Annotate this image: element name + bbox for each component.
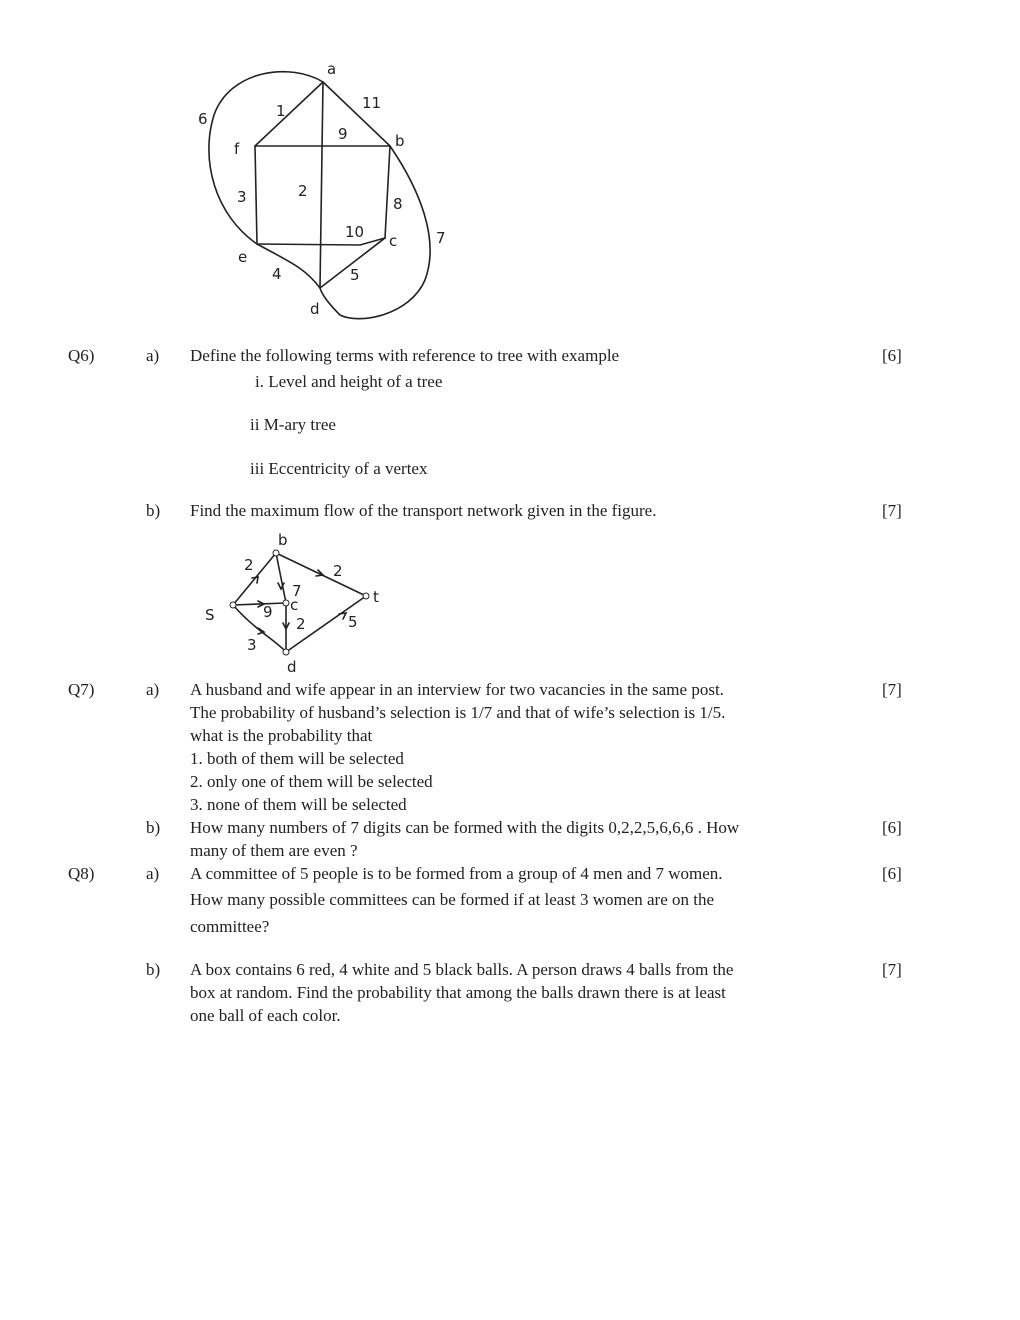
marks: [7] (882, 501, 902, 520)
marks: [6] (882, 818, 902, 837)
capacity-label: 5 (348, 613, 358, 631)
question-line: 1. both of them will be selected (190, 749, 404, 768)
vertex-label: b (278, 531, 288, 549)
vertex-label: c (290, 596, 299, 614)
question-line: A box contains 6 red, 4 white and 5 black balls. A person draws 4 balls from the (190, 960, 734, 979)
vertex-label: e (238, 248, 248, 266)
vertex-label: c (389, 232, 398, 250)
question-number: Q8) (68, 864, 95, 883)
sub-item: i. Level and height of a tree (255, 372, 443, 391)
vertex-label: d (310, 300, 320, 318)
part-label: b) (146, 501, 161, 520)
edge-4 (257, 244, 320, 288)
part-label: a) (146, 680, 160, 699)
question-line: How many numbers of 7 digits can be formed with the digits 0,2,2,5,6,6,6 . How (190, 818, 740, 837)
edge-label: 8 (393, 195, 403, 213)
edge-label: 1 (276, 102, 286, 120)
marks: [7] (882, 680, 902, 699)
edge-11 (323, 82, 390, 146)
capacity-label: 7 (292, 582, 302, 600)
question-line: A husband and wife appear in an interview for two vacancies in the same post. (190, 680, 724, 699)
node-c (283, 600, 289, 606)
edge-7 (320, 146, 430, 319)
edge-8 (385, 146, 390, 238)
question-line: committee? (190, 917, 270, 936)
question-number: Q7) (68, 680, 95, 699)
capacity-label: 2 (244, 556, 254, 574)
part-label: b) (146, 818, 161, 837)
question-line: box at random. Find the probability that among the balls drawn there is at least (190, 983, 726, 1002)
edge-label: 10 (345, 223, 365, 241)
question-line: The probability of husband’s selection is 1/7 and that of wife’s selection is 1/5. (190, 703, 726, 722)
question-text: Define the following terms with reference to tree with example (190, 346, 620, 365)
marks: [6] (882, 346, 902, 365)
edge-sb (233, 553, 276, 605)
edge-label: 2 (298, 182, 308, 200)
part-label: a) (146, 346, 160, 365)
capacity-label: 2 (333, 562, 343, 580)
edge-1 (255, 82, 323, 146)
question-line: what is the probability that (190, 726, 373, 745)
vertex-label: b (395, 132, 405, 150)
capacity-label: 2 (296, 615, 306, 633)
edge-label: 3 (237, 188, 247, 206)
sub-item: iii Eccentricity of a vertex (250, 459, 428, 478)
node-t (363, 593, 369, 599)
edge-label: 7 (436, 229, 446, 247)
vertex-label: t (373, 588, 379, 606)
edge-3 (255, 146, 257, 244)
edge-label: 4 (272, 265, 282, 283)
vertex-label: S (205, 606, 215, 624)
node-d (283, 649, 289, 655)
question-line: 2. only one of them will be selected (190, 772, 433, 791)
question-line: one ball of each color. (190, 1006, 341, 1025)
edge-label: 5 (350, 266, 360, 284)
capacity-label: 9 (263, 603, 273, 621)
edge-label: 6 (198, 110, 208, 128)
sub-item: ii M-ary tree (250, 415, 336, 434)
edge-bc (276, 553, 286, 603)
node-b (273, 550, 279, 556)
vertex-label: d (287, 658, 297, 676)
capacity-label: 3 (247, 636, 257, 654)
question-line: How many possible committees can be formed if at least 3 women are on the (190, 890, 715, 909)
part-label: b) (146, 960, 161, 979)
part-label: a) (146, 864, 160, 883)
edge-2 (320, 82, 323, 288)
edge-sc (233, 603, 286, 605)
marks: [7] (882, 960, 902, 979)
question-text: Find the maximum flow of the transport network given in the figure. (190, 501, 657, 520)
flow-network-figure (205, 531, 379, 676)
edge-label: 11 (362, 94, 382, 112)
graph-figure (198, 60, 446, 319)
question-line: A committee of 5 people is to be formed from a group of 4 men and 7 women. (190, 864, 723, 883)
vertex-label: a (327, 60, 337, 78)
vertex-label: f (234, 140, 240, 158)
question-line: 3. none of them will be selected (190, 795, 407, 814)
question-line: many of them are even ? (190, 841, 358, 860)
question-number: Q6) (68, 346, 95, 365)
edge-label: 9 (338, 125, 348, 143)
marks: [6] (882, 864, 902, 883)
node-s (230, 602, 236, 608)
